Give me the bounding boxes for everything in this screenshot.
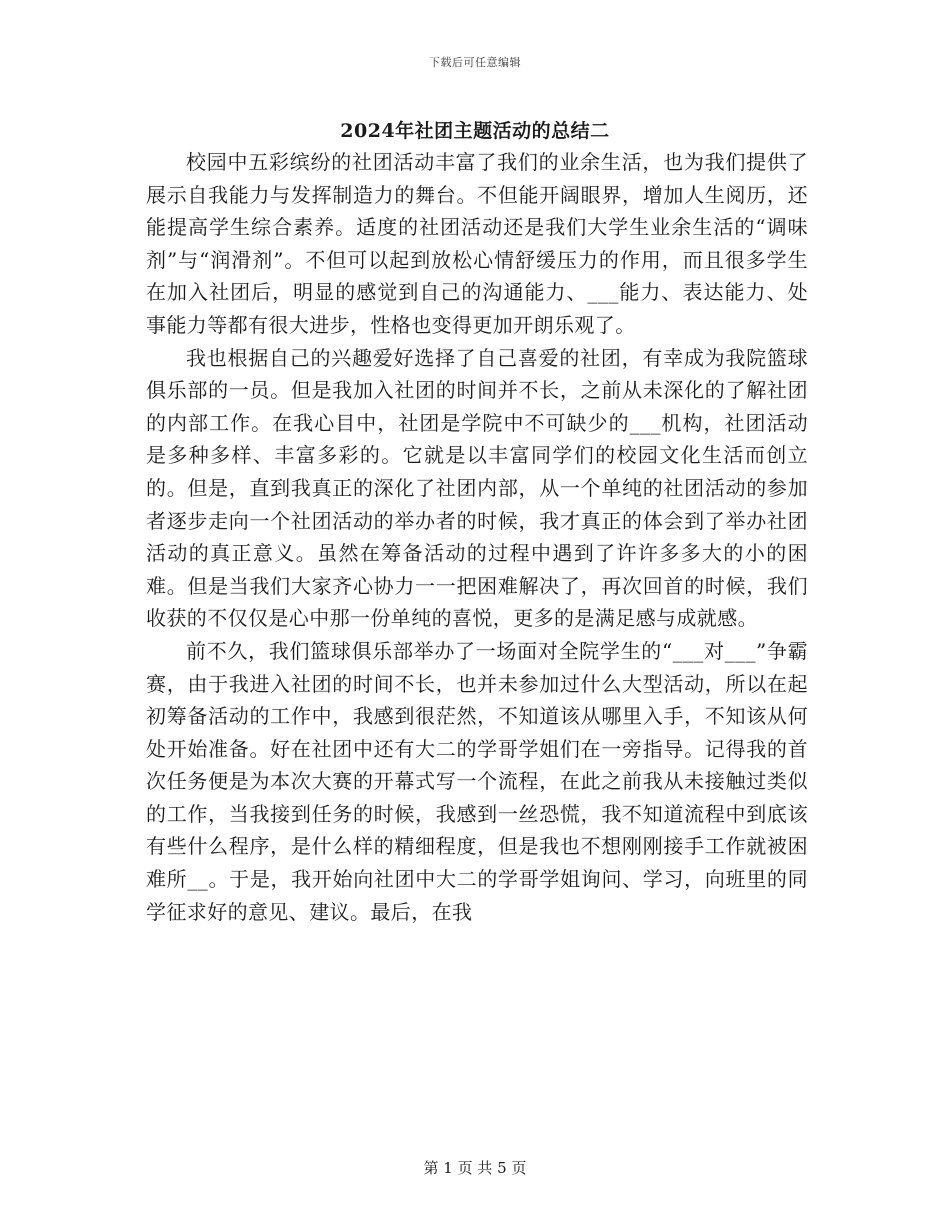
paragraph-2: 我也根据自己的兴趣爱好选择了自己喜爱的社团，有幸成为我院篮球俱乐部的一员。但是我加入社团的时间并不长，之前从未深化的了解社团的内部工作。在我心目中，社团是学院中不可缺少的___机构，社团活动是多种多样、丰富多彩的。它就是以丰富同学们的校园文化生活而创立的。但是，直到我真正的深化了社团内部，从一个单纯的社团活动的参加者逐步走向一个社团活动的举办者的时候，我才真正的体会到了举办社团活动的真正意义。虽然在筹备活动的过程中遇到了许许多多大的小的困难。但是当我们大家齐心协力一一把困难解决了，再次回首的时候，我们收获的不仅仅是心中那一份单纯的喜悦，更多的是满足感与成就感。	[146, 345, 808, 631]
document-body	[146, 146, 808, 928]
paragraph-1: 校园中五彩缤纷的社团活动丰富了我们的业余生活，也为我们提供了展示自我能力与发挥制造力的舞台。不但能开阔眼界，增加人生阅历，还能提高学生综合素养。适度的社团活动还是我们大学生业余生活的“调味剂”与“润滑剂”。不但可以起到放松心情舒缓压力的作用，而且很多学生在加入社团后，明显的感觉到自己的沟通能力、___能力、表达能力、处事能力等都有很大进步，性格也变得更加开朗乐观了。	[146, 150, 808, 337]
paragraph-3: 前不久，我们篮球俱乐部举办了一场面对全院学生的“___对___”争霸赛，由于我进入社团的时间不长，也并未参加过什么大型活动，所以在起初筹备活动的工作中，我感到很茫然，不知道该从哪里入手，不知该从何处开始准备。好在社团中还有大二的学哥学姐们在一旁指导。记得我的首次任务便是为本次大赛的开幕式写一个流程，在此之前我从未接触过类似的工作，当我接到任务的时候，我感到一丝恐慌，我不知道流程中到底该有些什么程序，是什么样的精细程度，但是我也不想刚刚接手工作就被困难所__。于是，我开始向社团中大二的学哥学姐询问、学习，向班里的同学征求好的意见、建议。最后，在我	[146, 638, 808, 924]
page-number: 第 1 页 共 5 页	[423, 1159, 527, 1177]
document-title: 2024年社团主题活动的总结二	[340, 120, 610, 142]
download-note: 下载后可任意编辑	[429, 56, 521, 69]
